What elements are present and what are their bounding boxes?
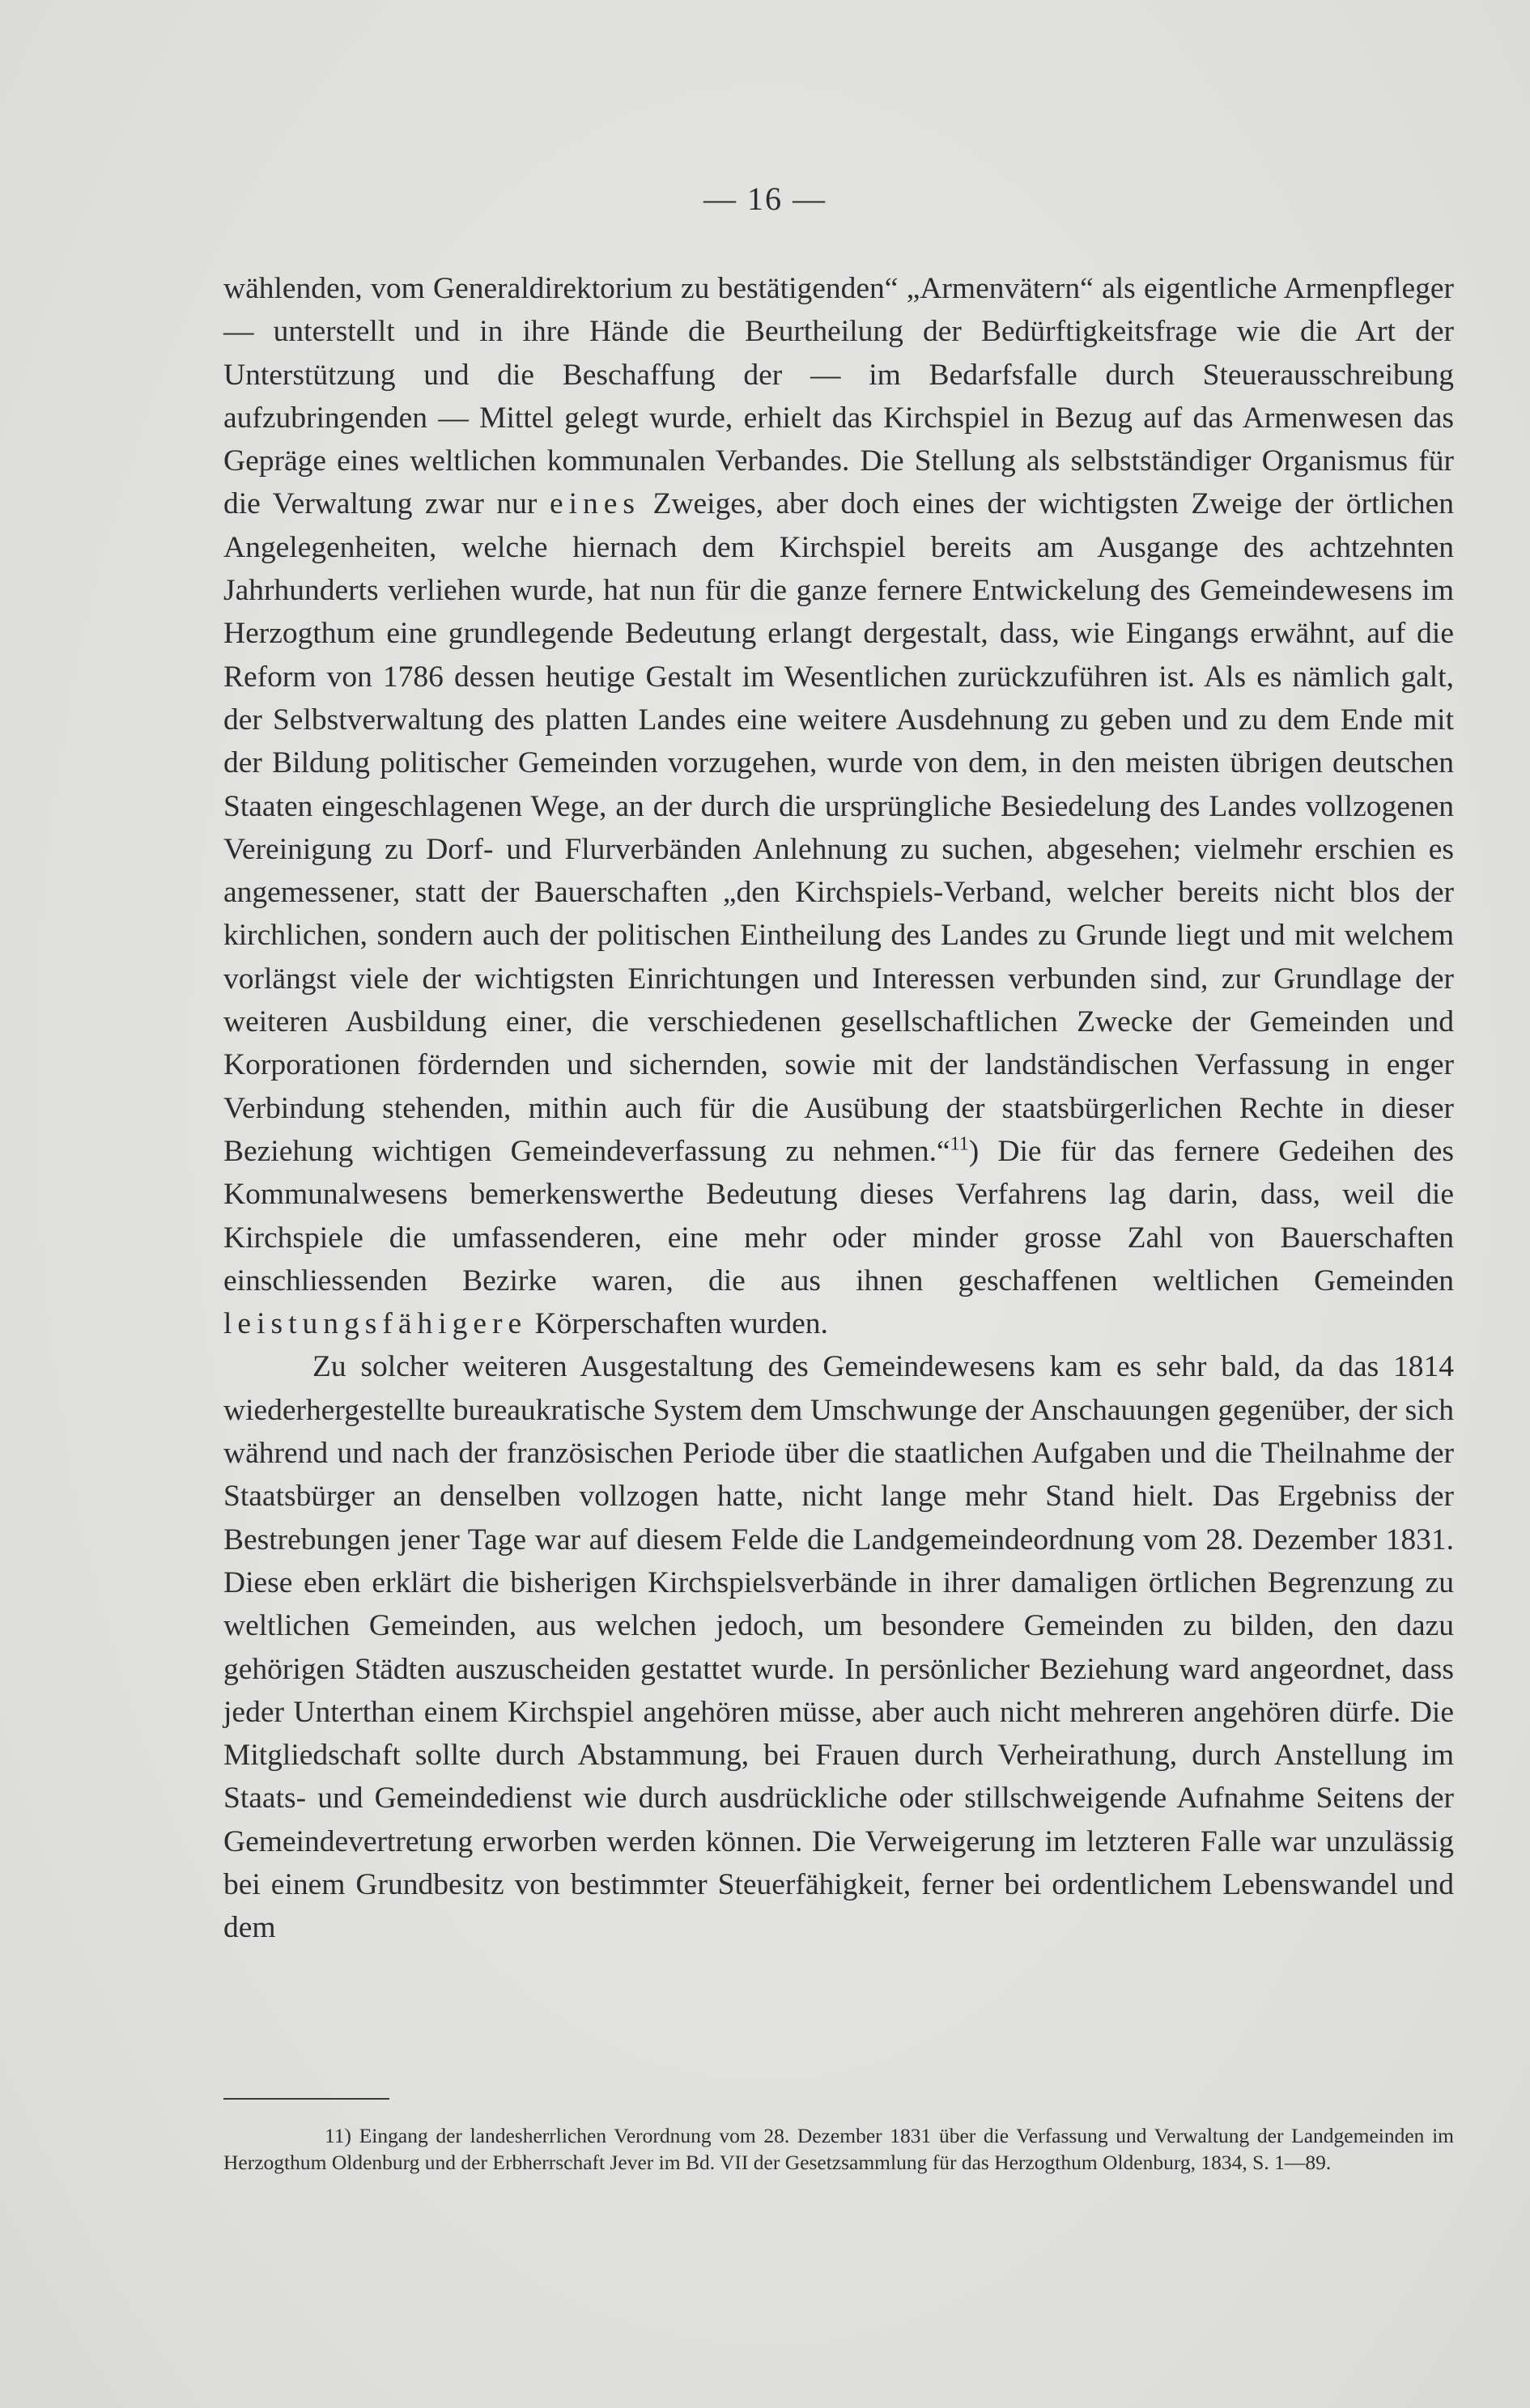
- footnote-11: 11) Eingang der landesherrlichen Verordnung vom 28. Dezember 1831 über die Verfassung und Verwaltung der Landgemeinden im Herzogthum Oldenburg und der Erbherrschaft Jever im Bd. VII der Gesetzsammlung für das Herzogthum Oldenburg, 1834, S. 1—89.: [223, 2124, 1454, 2174]
- emphasis-spaced-leistungsfaehigere: leistungsfähigere: [223, 1307, 528, 1341]
- main-text: [223, 267, 1454, 1950]
- page-number: — 16 —: [703, 180, 827, 217]
- emphasis-spaced-eines: eines: [549, 487, 641, 521]
- paragraph-1: [223, 267, 1454, 1345]
- footnote-reference-11[interactable]: 11: [950, 1133, 969, 1155]
- paragraph-1-text-start: wählenden, vom Generaldirektorium zu bestätigenden“ „Armenvätern“ als eigentliche Armenpfleger — unterstellt und in ihre Hände die Beurtheilung der Bedürftigkeitsfrage wie die Art der Unterstützung und die Beschaffung der — im Bedarfsfalle durch Steuerausschreibung aufzubringenden — Mittel gelegt wurde, erhielt das Kirchspiel in Bezug auf das Armenwesen das Gepräge eines weltlichen kommunalen Verbandes. Die Stellung als selbstständiger Organismus für die Verwaltung zwar nur: [223, 272, 1454, 521]
- paragraph-1-text-middle: Zweiges, aber doch eines der wichtigsten Zweige der örtlichen Angelegenheiten, welche hiernach dem Kirchspiel bereits am Ausgange des achtzehnten Jahrhunderts verliehen wurde, hat nun für die ganze fernere Entwickelung des Gemeindewesens im Herzogthum eine grundlegende Bedeutung erlangt dergestalt, dass, wie Eingangs erwähnt, auf die Reform von 1786 dessen heutige Gestalt im Wesentlichen zurückzuführen ist. Als es nämlich galt, der Selbstverwaltung des platten Landes eine weitere Ausdehnung zu geben und zu dem Ende mit der Bildung politischer Gemeinden vorzugehen, wurde von dem, in den meisten übrigen deutschen Staaten eingeschlagenen Wege, an der durch die ursprüngliche Besiedelung des Landes vollzogenen Vereinigung zu Dorf- und Flurverbänden Anlehnung zu suchen, abgesehen; vielmehr erschien es angemessener, statt der Bauerschaften „den Kirchspiels-Verband, welcher bereits nicht blos der kirchlichen, sondern auch der politischen Eintheilung des Landes zu Grunde liegt und mit welchem vorlängst viele der wichtigsten Einrichtungen und Interessen verbunden sind, zur Grundlage der weiteren Ausbildung einer, die verschiedenen gesellschaftlichen Zwecke der Gemeinden und Korporationen fördernden und sichernden, sowie mit der landständischen Verfassung in enger Verbindung stehenden, mithin auch für die Ausübung der staatsbürgerlichen Rechte in dieser Beziehung wichtigen Gemeindeverfassung zu nehmen.“: [223, 487, 1454, 1168]
- paragraph-2: Zu solcher weiteren Ausgestaltung des Gemeindewesens kam es sehr bald, da das 1814 wiederhergestellte bureaukratische System dem Umschwunge der Anschauungen gegenüber, der sich während und nach der französischen Periode über die staatlichen Aufgaben und die Theilnahme der Staatsbürger an denselben vollzogen hatte, nicht lange mehr Stand hielt. Das Ergebniss der Bestrebungen jener Tage war auf diesem Felde die Landgemeindeordnung vom 28. Dezember 1831. Diese eben erklärt die bisherigen Kirchspielsverbände in ihrer damaligen örtlichen Begrenzung zu weltlichen Gemeinden, aus welchen jedoch, um besondere Gemeinden zu bilden, den dazu gehörigen Städten auszuscheiden gestattet wurde. In persönlicher Beziehung ward angeordnet, dass jeder Unterthan einem Kirchspiel angehören müsse, aber auch nicht mehreren angehören dürfe. Die Mitgliedschaft sollte durch Abstammung, bei Frauen durch Verheirathung, durch Anstellung im Staats- und Gemeindedienst wie durch ausdrückliche oder stillschweigende Aufnahme Seitens der Gemeindevertretung erworben werden können. Die Verweigerung im letzteren Falle war unzulässig bei einem Grundbesitz von bestimmter Steuerfähigkeit, ferner bei ordentlichem Lebenswandel und dem: [223, 1350, 1454, 1945]
- footnote-divider: [223, 2098, 389, 2100]
- paragraph-1-text-end: Körperschaften wurden.: [527, 1307, 828, 1341]
- paragraph-1-text-after-reference: ) Die für das fernere Gedeihen des Kommunalwesens bemerkenswerthe Bedeutung dieses Verfahrens lag darin, dass, weil die Kirchspiele die umfassenderen, eine mehr oder minder grosse Zahl von Bauerschaften einschliessenden Bezirke waren, die aus ihnen geschaffenen weltlichen Gemeinden: [223, 1134, 1454, 1297]
